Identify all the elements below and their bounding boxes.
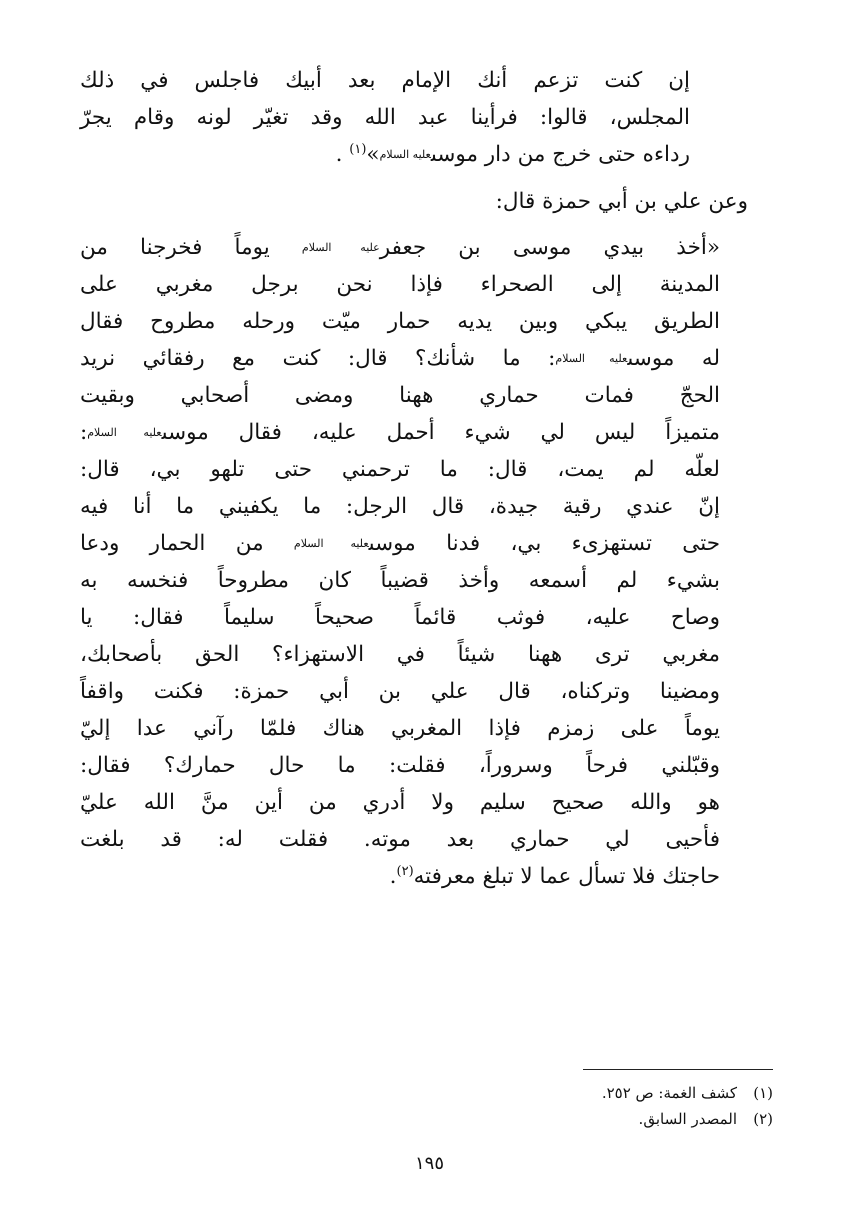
text-line: إن كنت تزعم أنك الإمام بعد أبيك فاجلس في ذلك: [80, 68, 690, 93]
paragraph-quote-end: [80, 62, 720, 173]
text-segment: حاجتك فلا تسأل عما لا تبلغ معرفته: [413, 864, 720, 889]
footnote-text: المصدر السابق.: [638, 1110, 737, 1128]
text-segment: من الحمار ودعا: [80, 531, 294, 556]
narration-intro: وعن علي بن أبي حمزة قال:: [495, 189, 748, 214]
text-line: فأحيى لي حماري بعد موته. فقلت له: قد بلغت: [80, 827, 720, 852]
text-line: يوماً على زمزم فإذا المغربي هناك فلمّا رآني عدا إليّ: [80, 716, 720, 741]
text-line: ومضينا وتركناه، قال علي بن أبي حمزة: فكنت واقفاً: [80, 679, 720, 704]
text-segment: رداءه حتى خرج من دار موسى: [430, 142, 690, 167]
footnote-ref[interactable]: (١): [349, 141, 367, 157]
text-line: وقبّلني فرحاً وسروراً، فقلت: ما حال حمارك؟ فقال:: [80, 753, 720, 778]
honorific-mark: عليه السلام: [379, 148, 431, 161]
footnote-number: (١): [753, 1084, 773, 1102]
page-number: ١٩٥: [414, 1153, 444, 1174]
text-line: بشيء لم أسمعه وأخذ قضيباً كان مطروحاً فنخسه به: [80, 568, 720, 593]
honorific-mark: عليه السلام: [301, 241, 380, 254]
text-segment: حتى تستهزىء بي، فدنا موسى: [368, 531, 720, 556]
text-line: [80, 136, 690, 173]
text-line: الطريق يبكي وبين يديه حمار ميّت ورحله مطروح فقال: [80, 309, 720, 334]
text-segment: : ما شأنك؟ قال: كنت مع رفقائي نريد: [80, 346, 556, 371]
text-segment: »: [366, 142, 380, 167]
honorific-mark: عليه السلام: [87, 426, 162, 439]
footnote-number: (٢): [753, 1110, 773, 1128]
honorific-mark: عليه السلام: [555, 352, 628, 365]
text-line: هو والله صحيح سليم ولا أدري من أين منَّ الله عليّ: [80, 790, 720, 815]
text-line: الحجّ فمات حماري ههنا ومضى أصحابي وبقيت: [80, 383, 720, 408]
footnote-divider: [583, 1069, 773, 1070]
text-line: [80, 858, 720, 895]
honorific-mark: عليه السلام: [293, 537, 369, 550]
text-line: [80, 340, 720, 377]
text-line: [80, 229, 720, 266]
footnote-text: كشف الغمة: ص ٢٥٢.: [601, 1084, 737, 1102]
text-segment: :: [80, 420, 88, 445]
text-segment: متميزاً ليس لي شيء أحمل عليه، فقال موسى: [161, 420, 721, 445]
text-segment: «أخذ بيدي موسى بن جعفر: [379, 235, 720, 260]
footnotes: [373, 1080, 773, 1132]
paragraph-narration: [80, 229, 720, 895]
page-body: [80, 62, 748, 895]
text-line: المجلس، قالوا: فرأينا عبد الله وقد تغيّر لونه وقام يجرّ: [80, 105, 690, 130]
text-segment: .: [335, 142, 350, 167]
text-segment: له موسى: [627, 346, 721, 371]
text-line: مغربي ترى ههنا شيئاً في الاستهزاء؟ الحق بأصحابك،: [80, 642, 720, 667]
footnote-item: [373, 1106, 773, 1132]
footnote-item: [373, 1080, 773, 1106]
text-line: إنّ عندي رقية جيدة، قال الرجل: ما يكفيني ما أنا فيه: [80, 494, 720, 519]
text-line: [80, 525, 720, 562]
text-line: لعلّه لم يمت، قال: ما ترحمني حتى تلهو بي، قال:: [80, 457, 720, 482]
text-line: المدينة إلى الصحراء فإذا نحن برجل مغربي على: [80, 272, 720, 297]
text-line: [80, 414, 720, 451]
text-line: وصاح عليه، فوثب قائماً صحيحاً سليماً فقال: يا: [80, 605, 720, 630]
footnote-ref[interactable]: (٢): [396, 863, 414, 879]
text-segment: .: [389, 864, 397, 889]
text-segment: يوماً فخرجنا من: [80, 235, 302, 260]
